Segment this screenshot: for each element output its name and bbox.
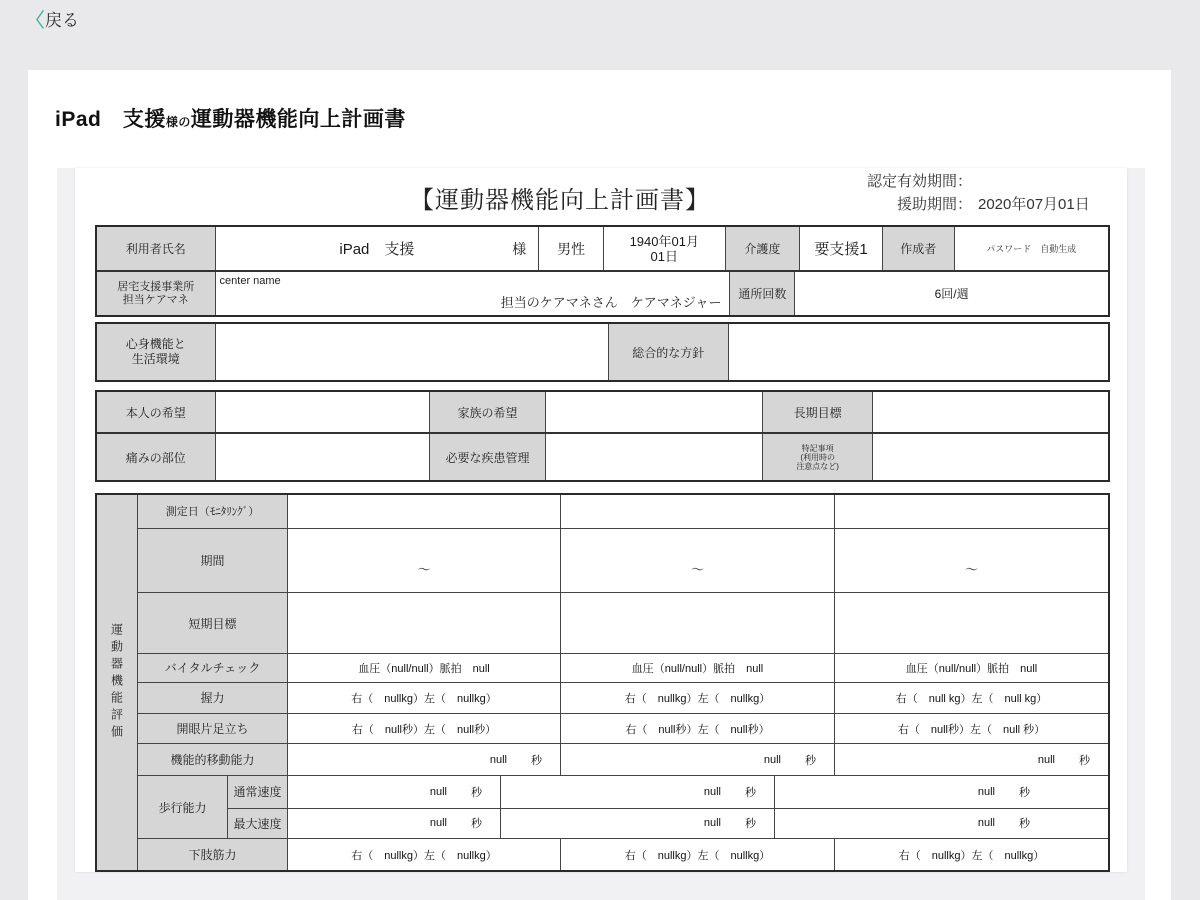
- cert-period-value: [972, 170, 1110, 193]
- period-col1: ～: [288, 529, 561, 593]
- family-hope-value: [545, 392, 762, 432]
- walk-normal-value: null: [703, 785, 721, 798]
- walk-max-col2: [501, 809, 775, 839]
- seconds-unit: 秒: [531, 754, 542, 767]
- office-name-text: center name: [219, 275, 281, 287]
- evaluation-table: [95, 493, 1110, 872]
- short-goal-col2: [561, 593, 835, 653]
- birthdate-value: [603, 227, 725, 270]
- office-value: [215, 272, 730, 315]
- office-label: [97, 272, 215, 315]
- special-notes-line2: (利用時の: [800, 452, 835, 462]
- author-value: パスワード 自動生成: [954, 227, 1108, 270]
- mobility-row: [138, 744, 1108, 776]
- measure-date-col1: [288, 495, 561, 528]
- overall-policy-label: 総合的な方針: [608, 324, 728, 380]
- visits-value: 6回/週: [794, 272, 1108, 315]
- page-title-doc-name: 運動器機能向上計画書: [190, 108, 406, 131]
- document-viewer: [57, 168, 1145, 900]
- vital-col1: 血圧（null/null）脈拍 null: [288, 654, 561, 682]
- aid-period-value: 2020年07月01日: [978, 196, 1090, 213]
- office-label-line1: 居宅支援事業所: [117, 280, 195, 293]
- period-row: [138, 529, 1108, 594]
- table-row: [97, 392, 1108, 432]
- walk-normal-label: 通常速度: [228, 776, 288, 807]
- page-title: [55, 103, 406, 133]
- special-notes-label: [762, 434, 872, 480]
- measure-date-label: 測定日（ﾓﾆﾀﾘﾝｸﾞ）: [138, 495, 288, 528]
- evaluation-side-label: 運動器機能評価: [109, 623, 124, 742]
- lower-limb-col1: 右（ nullkg）左（ nullkg）: [288, 839, 561, 870]
- short-goal-row: [138, 593, 1108, 654]
- disease-mgmt-value: [545, 434, 762, 480]
- self-hope-label: 本人の希望: [97, 392, 215, 432]
- mind-body-value: [215, 324, 608, 380]
- walk-max-label: 最大速度: [228, 809, 288, 839]
- pain-label: 痛みの部位: [97, 434, 215, 480]
- gender-value: 男性: [538, 227, 603, 270]
- grip-row: [138, 683, 1108, 714]
- seconds-unit: 秒: [805, 754, 816, 767]
- one-leg-col3: 右（ null秒）左（ null 秒）: [897, 723, 1046, 736]
- user-info-table: [95, 225, 1110, 317]
- seconds-unit: 秒: [745, 786, 756, 799]
- table-row: [97, 227, 1108, 270]
- mind-body-table: [95, 322, 1110, 382]
- grip-col3: 右（ null kg）左（ null kg）: [895, 692, 1048, 705]
- grip-col1: 右（ nullkg）左（ nullkg）: [288, 683, 561, 713]
- self-hope-value: [215, 392, 429, 432]
- aid-period-label: 援助期間：: [896, 196, 972, 213]
- mobility-value: null: [1037, 753, 1055, 766]
- walk-ability-block: [138, 776, 1108, 839]
- pain-value: [215, 434, 429, 480]
- special-notes-value: [872, 434, 1108, 480]
- measure-date-col3: [835, 495, 1108, 528]
- mobility-col2: [561, 744, 835, 775]
- care-manager-text: 担当のケアマネさん ケアマネジャー: [500, 295, 722, 310]
- lower-limb-row: [138, 839, 1108, 870]
- grip-label: 握力: [138, 683, 288, 713]
- birthdate-line1: 1940年01月: [629, 233, 699, 249]
- vital-check-label: バイタルチェック: [138, 654, 288, 682]
- period-col3: ～: [964, 562, 978, 578]
- back-button[interactable]: [28, 6, 79, 31]
- page-title-honorific: 様の: [165, 115, 191, 129]
- user-name-label: 利用者氏名: [97, 227, 215, 270]
- hopes-table: [95, 390, 1110, 482]
- mind-body-line1: 心身機能と: [125, 337, 186, 351]
- mobility-value: null: [489, 753, 507, 766]
- period-label: 期間: [138, 529, 288, 593]
- walk-max-value: null: [429, 817, 447, 830]
- period-col2: ～: [561, 529, 835, 593]
- back-button-label: 戻る: [45, 11, 80, 30]
- user-name-text: iPad 支援: [339, 241, 415, 258]
- one-leg-stand-label: 開眼片足立ち: [138, 714, 288, 744]
- evaluation-side-header: [97, 495, 138, 870]
- lower-limb-label: 下肢筋力: [138, 839, 288, 870]
- mind-body-line2: 生活環境: [131, 352, 180, 366]
- document-title: 【運動器機能向上計画書】: [410, 187, 710, 214]
- one-leg-col1: 右（ null秒）左（ null秒）: [288, 714, 561, 744]
- office-label-line2: 担当ケアマネ: [122, 293, 189, 306]
- long-goal-label: 長期目標: [762, 392, 872, 432]
- mind-body-label: [97, 324, 215, 380]
- grip-col2: 右（ nullkg）左（ nullkg）: [561, 683, 835, 713]
- walk-normal-col2: [501, 776, 775, 807]
- walk-max-value: null: [703, 817, 721, 830]
- mobility-col1: [288, 744, 561, 775]
- disease-mgmt-label: 必要な疾患管理: [429, 434, 546, 480]
- lower-limb-col3: 右（ nullkg）左（ nullkg）: [898, 849, 1045, 862]
- document-page: [75, 168, 1127, 872]
- page-title-name: iPad 支援: [55, 108, 166, 131]
- walk-normal-col3: [775, 776, 1048, 807]
- vital-check-row: [138, 654, 1108, 683]
- table-row: [97, 270, 1108, 315]
- care-level-label: 介護度: [725, 227, 800, 270]
- lower-limb-col2: 右（ nullkg）左（ nullkg）: [561, 839, 835, 870]
- author-label: 作成者: [882, 227, 954, 270]
- visits-label: 通所回数: [729, 272, 794, 315]
- walk-normal-value: null: [429, 785, 447, 798]
- care-level-value: 要支援1: [799, 227, 882, 270]
- content-card: [28, 70, 1171, 900]
- measure-date-col2: [561, 495, 835, 528]
- mobility-col3: [835, 744, 1108, 775]
- walk-ability-label: 歩行能力: [138, 776, 228, 838]
- walk-normal-col1: [288, 776, 501, 807]
- vital-col3: 血圧（null/null）脈拍 null: [905, 662, 1038, 675]
- seconds-unit: 秒: [471, 786, 482, 799]
- seconds-unit: 秒: [1019, 786, 1030, 799]
- short-goal-col1: [288, 593, 561, 653]
- seconds-unit: 秒: [1079, 754, 1090, 767]
- table-row: [97, 432, 1108, 480]
- mobility-label: 機能的移動能力: [138, 744, 288, 775]
- chevron-left-icon: 〈: [28, 10, 45, 32]
- special-notes-line1: 特記事項: [801, 443, 834, 453]
- seconds-unit: 秒: [471, 818, 482, 831]
- table-row: [97, 324, 1108, 380]
- short-goal-label: 短期目標: [138, 593, 288, 653]
- long-goal-value: [872, 392, 1108, 432]
- walk-max-value: null: [977, 817, 995, 830]
- one-leg-stand-row: [138, 714, 1108, 745]
- walk-normal-row: [228, 776, 1108, 808]
- family-hope-label: 家族の希望: [429, 392, 546, 432]
- one-leg-col2: 右（ null秒）左（ null秒）: [561, 714, 835, 744]
- periods-block: [867, 170, 1110, 216]
- measure-date-row: [138, 495, 1108, 529]
- walk-max-row: [228, 809, 1108, 839]
- special-notes-line3: 注意点など): [796, 461, 839, 471]
- mobility-value: null: [763, 753, 781, 766]
- overall-policy-value: [728, 324, 1109, 380]
- seconds-unit: 秒: [1019, 818, 1030, 831]
- cert-period-label: 認定有効期間：: [866, 173, 972, 190]
- honorific-text: 様: [512, 240, 527, 257]
- user-name-value: [215, 227, 539, 270]
- seconds-unit: 秒: [745, 818, 756, 831]
- birthdate-line2: 01日: [650, 248, 678, 264]
- walk-max-col3: [775, 809, 1048, 839]
- walk-normal-value: null: [977, 785, 995, 798]
- walk-max-col1: [288, 809, 501, 839]
- vital-col2: 血圧（null/null）脈拍 null: [561, 654, 835, 682]
- short-goal-col3: [835, 593, 1108, 653]
